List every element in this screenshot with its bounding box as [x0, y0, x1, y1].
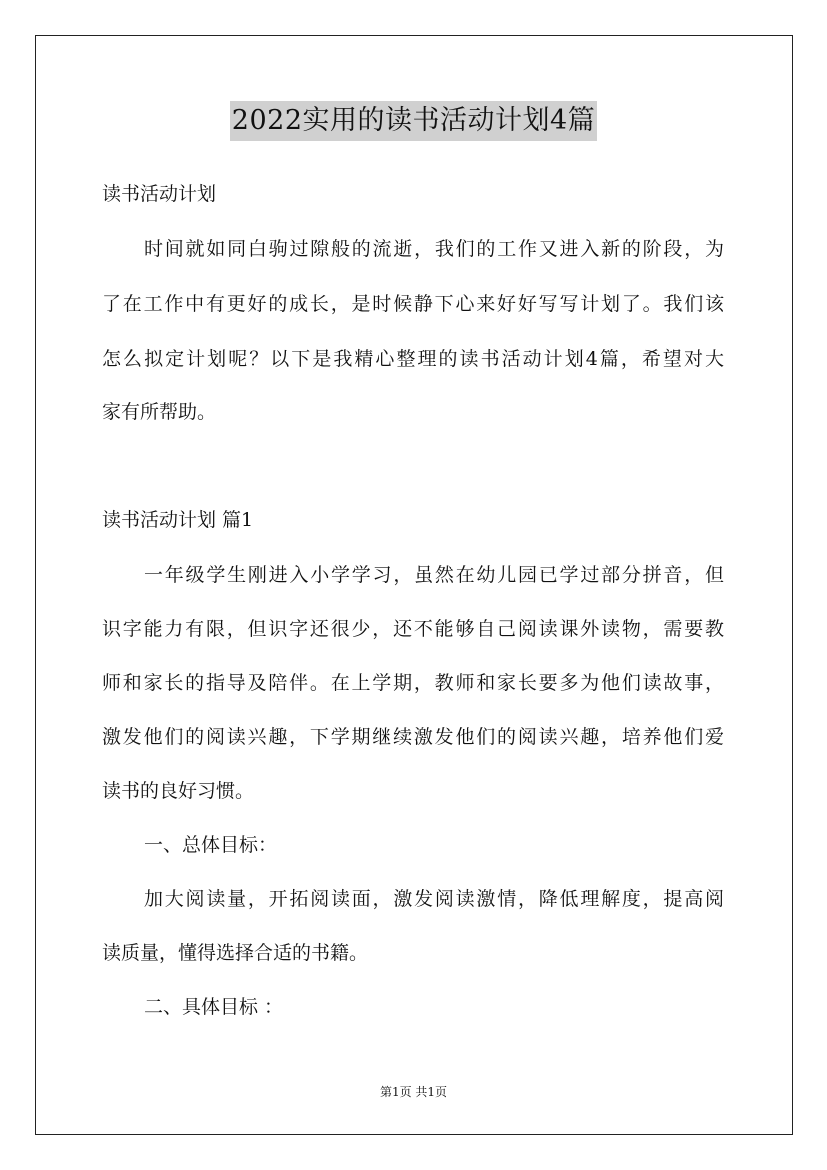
intro-line-2: 了在工作中有更好的成长，是时候静下心来好好写写计划了。我们该 [102, 293, 724, 315]
page-footer: 第1页 共1页 [379, 1085, 448, 1099]
section1-heading: 读书活动计划 篇1 [102, 509, 254, 531]
section1-line-5: 读书的良好习惯。 [102, 780, 255, 802]
title-container [0, 101, 827, 141]
section1-line-2: 识字能力有限，但识字还很少，还不能够自己阅读课外读物，需要教 [102, 618, 724, 640]
goal1-heading: 一、总体目标： [144, 834, 278, 856]
goal1-line-2: 读质量，懂得选择合适的书籍。 [102, 942, 369, 964]
intro-line-1: 时间就如同白驹过隙般的流逝，我们的工作又进入新的阶段，为 [144, 238, 724, 260]
section1-line-4: 激发他们的阅读兴趣，下学期继续激发他们的阅读兴趣，培养他们爱 [102, 726, 724, 748]
document-title: 2022实用的读书活动计划4篇 [230, 101, 597, 141]
intro-heading: 读书活动计划 [102, 183, 217, 205]
section1-line-1: 一年级学生刚进入小学学习，虽然在幼儿园已学过部分拼音，但 [144, 564, 724, 586]
goal1-line-1: 加大阅读量，开拓阅读面，激发阅读激情，降低理解度，提高阅 [144, 888, 724, 910]
goal2-heading: 二、具体目标 ： [144, 996, 284, 1018]
section1-line-3: 师和家长的指导及陪伴。在上学期，教师和家长要多为他们读故事， [102, 672, 724, 694]
intro-line-4: 家有所帮助。 [102, 401, 217, 423]
intro-line-3: 怎么拟定计划呢？以下是我精心整理的读书活动计划4篇，希望对大 [102, 348, 724, 370]
